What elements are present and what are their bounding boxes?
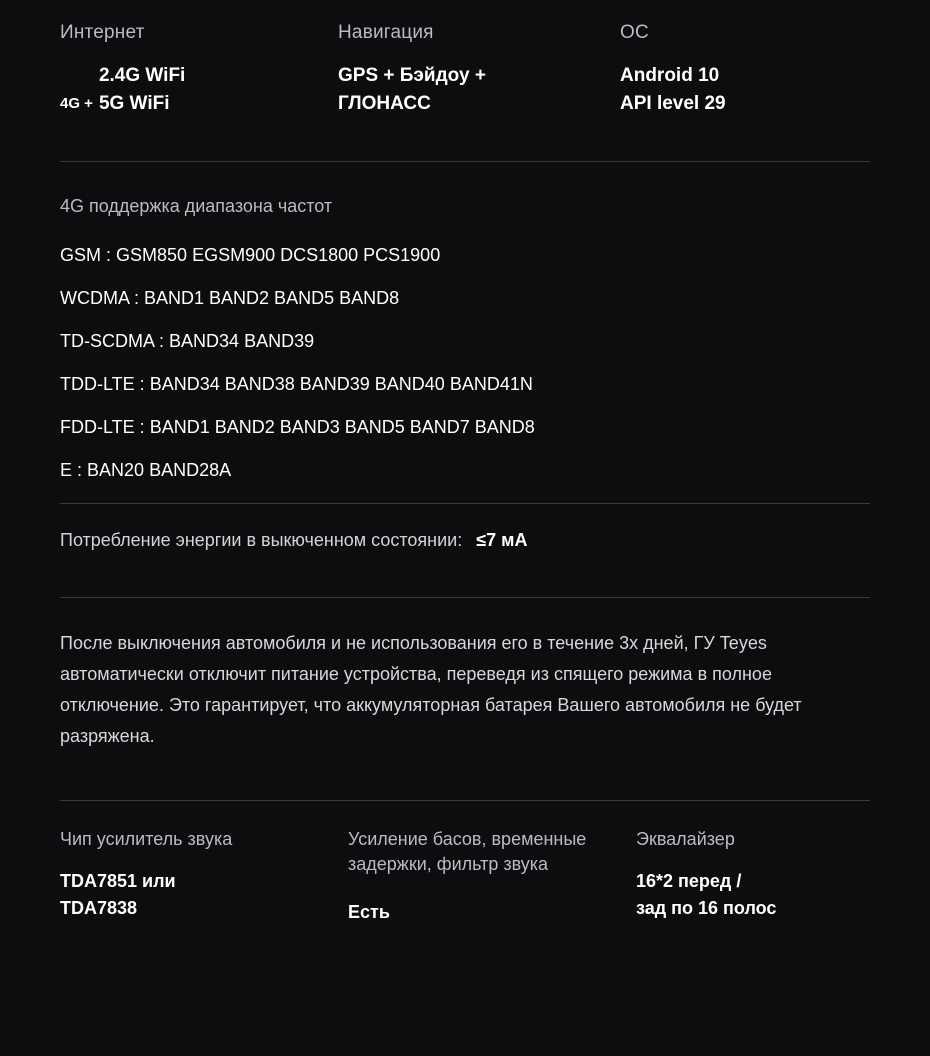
os-line2: API level 29 <box>620 92 726 114</box>
band-row-label: WCDMA : <box>60 288 139 308</box>
band-row-values: BAN20 BAND28A <box>87 460 232 480</box>
navigation-line2: ГЛОНАСС <box>338 92 431 114</box>
spec-card-amplifier-chip-value <box>60 868 318 922</box>
audio-specs-row <box>60 801 870 926</box>
band-row <box>60 331 870 352</box>
spec-card-internet-value <box>60 62 302 117</box>
equalizer-line2: зад по 16 полос <box>636 898 777 918</box>
band-support-title: 4G поддержка диапазона частот <box>60 196 333 216</box>
spec-card-audio-processing <box>348 827 636 926</box>
power-consumption-value: ≤7 мА <box>476 530 528 550</box>
top-specs-row <box>60 0 870 162</box>
spec-card-audio-processing-title: Усиление басов, временные задержки, фильтр звука <box>348 828 587 874</box>
internet-wifi-line2: 5G WiFi <box>98 92 170 114</box>
band-row-label: E : <box>60 460 83 480</box>
internet-wifi-line1: 2.4G WiFi <box>98 65 186 86</box>
band-row-values: BAND34 BAND38 BAND39 BAND40 BAND41N <box>149 374 533 394</box>
band-row-values: GSM850 EGSM900 DCS1800 PCS1900 <box>116 245 441 265</box>
spec-card-navigation-value <box>338 62 584 117</box>
amplifier-chip-line2: TDA7838 <box>60 898 138 918</box>
spec-card-amplifier-chip <box>60 827 348 926</box>
band-row-label: FDD-LTE : <box>60 417 145 437</box>
band-row-values: BAND34 BAND39 <box>169 331 315 351</box>
band-row <box>60 460 870 481</box>
spec-card-navigation-title: Навигация <box>338 22 434 43</box>
spec-card-os-value <box>620 62 870 117</box>
band-row <box>60 374 870 395</box>
spec-card-navigation <box>338 22 620 162</box>
band-row <box>60 245 870 266</box>
spec-card-internet-title: Интернет <box>60 22 145 43</box>
equalizer-line1: 16*2 перед / <box>636 871 742 891</box>
internet-value-wifi <box>93 62 185 117</box>
band-row-label: TDD-LTE : <box>60 374 145 394</box>
spec-card-amplifier-chip-title: Чип усилитель звука <box>60 828 233 849</box>
band-row <box>60 417 870 438</box>
os-line1: Android 10 <box>620 65 720 86</box>
band-row-values: BAND1 BAND2 BAND3 BAND5 BAND7 BAND8 <box>149 417 535 437</box>
band-row-label: TD-SCDMA : <box>60 331 165 351</box>
navigation-line1: GPS + Бэйдоу + <box>338 65 486 86</box>
shutdown-description-paragraph: После выключения автомобиля и не использования его в течение 3х дней, ГУ Teyes автоматически отключит питание устройства, переведя из спящего режима в полное отключение. Это гарантирует, что аккумуляторная батарея Вашего автомобиля не будет разряжена. <box>60 633 802 746</box>
spec-card-equalizer-title: Эквалайзер <box>636 828 735 849</box>
power-consumption-label: Потребление энергии в выкюченном состоянии: <box>60 530 463 550</box>
spec-card-os-title: ОС <box>620 22 649 43</box>
band-row-values: BAND1 BAND2 BAND5 BAND8 <box>144 288 400 308</box>
band-row-label: GSM : <box>60 245 112 265</box>
spec-card-os <box>620 22 870 162</box>
spec-card-equalizer-value <box>636 868 866 922</box>
power-consumption-row <box>60 504 870 575</box>
spec-card-internet <box>60 22 338 162</box>
internet-value-prefix: 4G + <box>60 95 93 113</box>
spec-card-equalizer <box>636 827 866 926</box>
band-support-section <box>60 162 870 481</box>
spec-card-audio-processing-value: Есть <box>348 902 390 923</box>
band-row <box>60 288 870 309</box>
amplifier-chip-line1: TDA7851 или <box>60 871 176 891</box>
